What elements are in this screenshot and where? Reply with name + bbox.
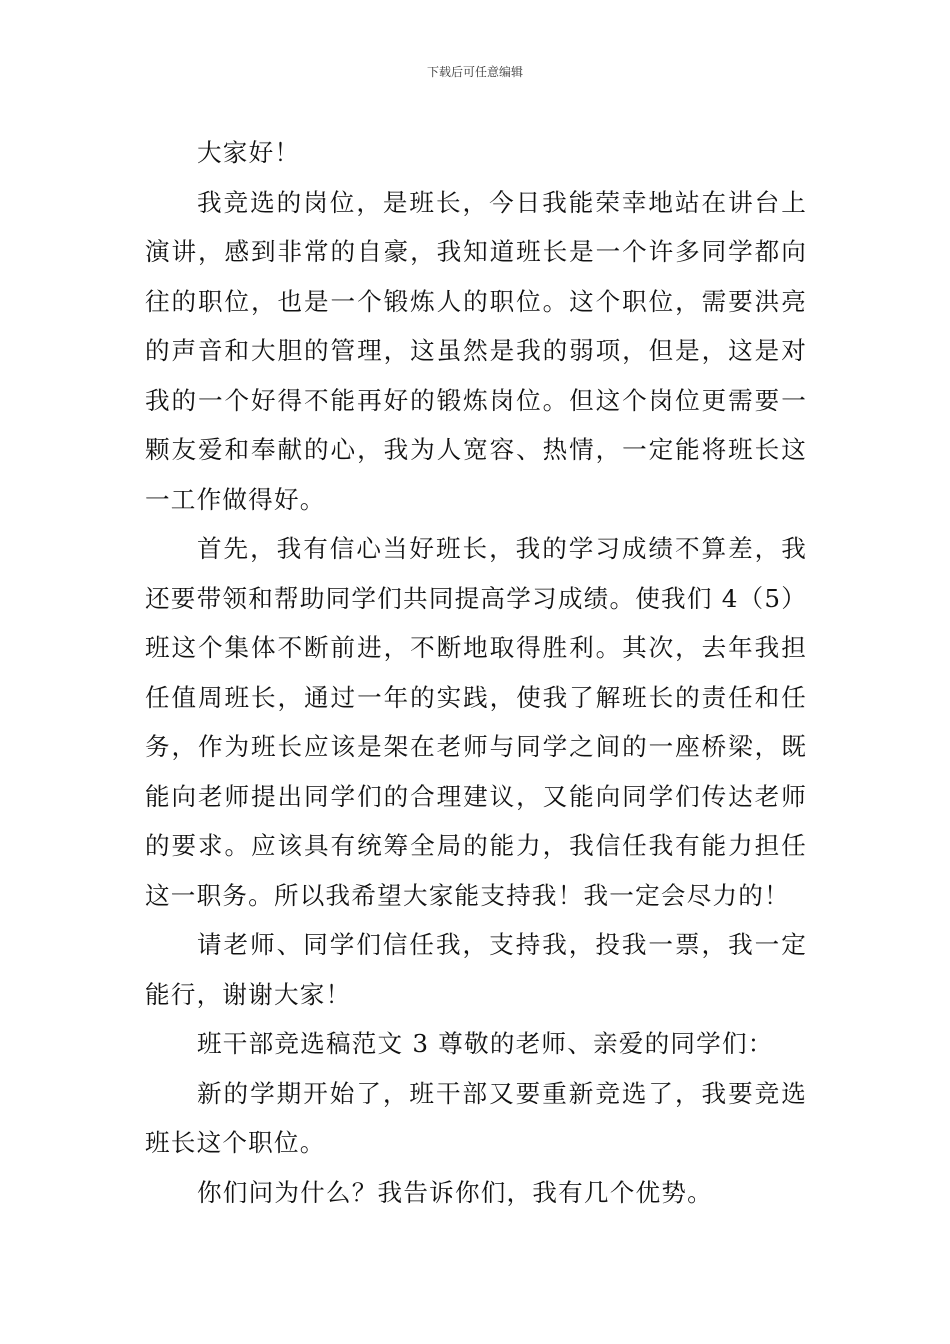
paragraph-advantages: 你们问为什么？我告诉你们，我有几个优势。 [197, 1177, 713, 1207]
paragraph-confidence: 首先，我有信心当好班长，我的学习成绩不算差，我还要带领和帮助同学们共同提高学习成绩。使我们 4（5）班这个集体不断前进，不断地取得胜利。其次，去年我担任值周班长，通过一年的实践，使我了解班长的责任和任务，作为班长应该是架在老师与同学之间的一座桥梁，既能向老师提出同学们的合理建议，又能向同学们传达老师的要求。应该具有统筹全局的能力，我信任我有能力担任这一职务。所以我希望大家能支持我！我一定会尽力的！ [145, 534, 807, 910]
page-header: 下载后可任意编辑 [426, 65, 523, 79]
paragraph-sample-title: 班干部竞选稿范文 3 尊敬的老师、亲爱的同学们： [197, 1029, 774, 1058]
paragraph-new-term: 新的学期开始了，班干部又要重新竞选了，我要竞选班长这个职位。 [145, 1078, 807, 1157]
document-body [145, 128, 807, 1217]
paragraph-greeting: 大家好！ [197, 138, 301, 167]
paragraph-request-vote: 请老师、同学们信任我，支持我，投我一票，我一定能行，谢谢大家！ [145, 930, 807, 1009]
paragraph-position: 我竞选的岗位，是班长，今日我能荣幸地站在讲台上演讲，感到非常的自豪，我知道班长是一个许多同学都向往的职位，也是一个锻炼人的职位。这个职位，需要洪亮的声音和大胆的管理，这虽然是我的弱项，但是，这是对我的一个好得不能再好的锻炼岗位。但这个岗位更需要一颗友爱和奉献的心，我为人宽容、热情，一定能将班长这一工作做得好。 [145, 187, 807, 514]
